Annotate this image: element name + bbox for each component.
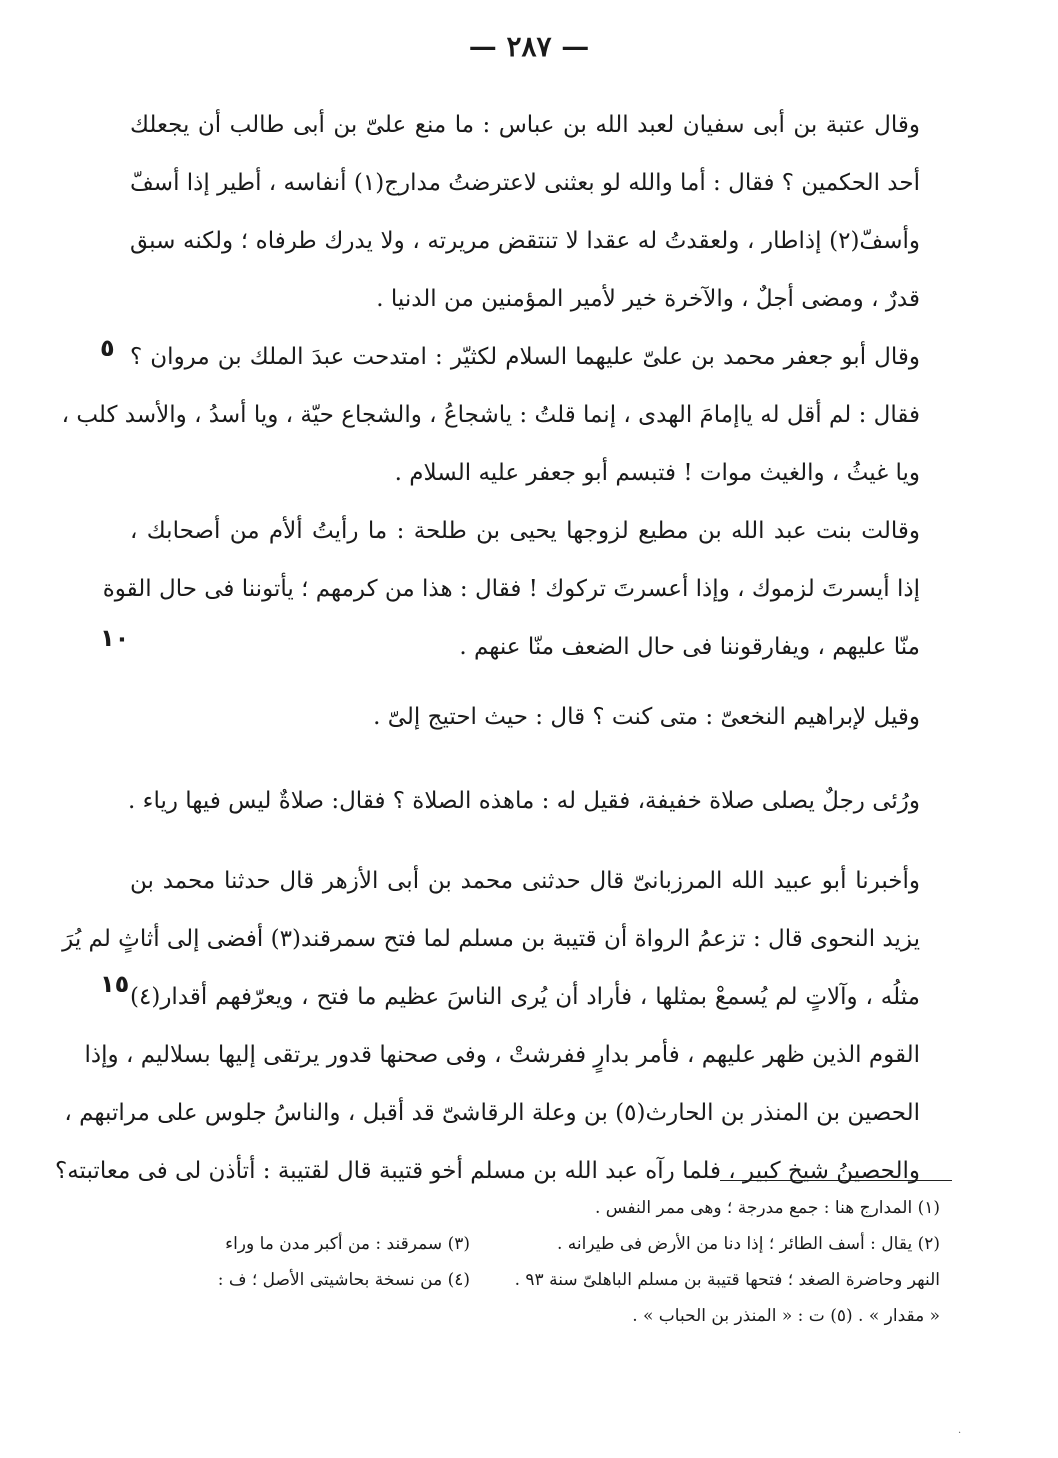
text-line: وقال أبو جعفر محمد بن علىّ عليهما السلام لكثيّر : امتدحت عبدَ الملك بن مروان ؟ bbox=[130, 344, 920, 370]
footnote-text: (١) المدارج هنا : جمع مدرجة ؛ وهى ممر النفس . bbox=[594, 1198, 940, 1218]
text-line: ورُئى رجلٌ يصلى صلاة خفيفة، فقيل له : ماهذه الصلاة ؟ فقال: صلاةٌ ليس فيها رياء . bbox=[128, 788, 920, 814]
text-line: وأخبرنا أبو عبيد الله المرزبانىّ قال حدثنى محمد بن أبى الأزهر قال حدثنا محمد بن bbox=[130, 868, 920, 894]
text-line: القوم الذين ظهر عليهم ، فأمر بدارٍ ففرشتْ ، وفى صحنها قدور يرتقى إليها بسلاليم ، وإذا bbox=[84, 1042, 920, 1068]
paragraph bbox=[130, 96, 920, 328]
text-line: إذا أيسرتَ لزموك ، وإذا أعسرتَ تركوك ! فقال : هذا من كرمهم ؛ يأتوننا فى حال القوة bbox=[102, 576, 920, 602]
text-line: فقال : لم أقل له ياإمامَ الهدى ، إنما قلتُ : ياشجاعُ ، والشجاع حيّة ، ويا أسدُ ، والأسد كلب ، bbox=[61, 402, 920, 428]
footnote-text: (٢) يقال : أسف الطائر ؛ إذا دنا من الأرض فى طيرانه . bbox=[557, 1234, 940, 1254]
margin-line-number: ٥ bbox=[100, 334, 115, 362]
margin-line-number: ١٥ bbox=[100, 970, 130, 998]
page-number: — ٢٨٧ — bbox=[468, 30, 590, 63]
footnote-line bbox=[140, 1262, 940, 1298]
text-line: وأسفّ(٢) إذاطار ، ولعقدتُ له عقدا لا تنتقض مريرته ، ولا يدرك طرفاه ؛ ولكنه سبق bbox=[130, 228, 920, 254]
text-line: قدرٌ ، ومضى أجلٌ ، والآخرة خير لأمير المؤمنين من الدنيا . bbox=[376, 286, 920, 312]
text-line: وقال عتبة بن أبى سفيان لعبد الله بن عباس : ما منع علىّ بن أبى طالب أن يجعلك bbox=[130, 112, 920, 138]
text-line: يزيد النحوى قال : تزعمُ الرواة أن قتيبة بن مسلم لما فتح سمرقند(٣) أفضى إلى أثاثٍ لم يُرَ bbox=[62, 926, 920, 952]
text-line: وقالت بنت عبد الله بن مطيع لزوجها يحيى بن طلحة : ما رأيتُ ألأم من أصحابك ، bbox=[130, 518, 920, 544]
footnote-separator bbox=[720, 1180, 952, 1181]
footnote-text: (٣) سمرقند : من أكبر مدن ما وراء bbox=[225, 1234, 470, 1254]
footnote-line bbox=[140, 1226, 940, 1262]
text-line: الحصين بن المنذر بن الحارث(٥) بن وعلة الرقاشىّ قد أقبل ، والناسُ جلوس على مراتبهم ، bbox=[64, 1100, 920, 1126]
text-line: مثلُه ، وآلاتٍ لم يُسمعْ بمثلها ، فأراد أن يُرى الناسَ عظيم ما فتح ، ويعرّفهم أقدار(٤) bbox=[130, 984, 920, 1010]
footnote-text bbox=[140, 1298, 470, 1334]
text-line: منّا عليهم ، ويفارقوننا فى حال الضعف منّا عنهم . bbox=[459, 634, 920, 660]
text-line: ويا غيثُ ، والغيث موات ! فتبسم أبو جعفر عليه السلام . bbox=[394, 460, 920, 486]
footnote-line bbox=[140, 1190, 940, 1226]
paragraph bbox=[130, 688, 920, 746]
text-line: وقيل لإبراهيم النخعىّ : متى كنت ؟ قال : حيث احتيج إلىّ . bbox=[373, 704, 920, 730]
footnotes bbox=[140, 1190, 940, 1334]
footnote-text: النهر وحاضرة الصغد ؛ فتحها قتيبة بن مسلم الباهلىّ سنة ٩٣ . bbox=[514, 1270, 940, 1290]
footnote-line bbox=[140, 1298, 940, 1334]
footnote-text bbox=[140, 1190, 470, 1226]
scan-mark: · bbox=[958, 1428, 962, 1439]
paragraph bbox=[61, 328, 920, 502]
text-line: أحد الحكمين ؟ فقال : أما والله لو بعثنى لاعترضتُ مدارج(١) أنفاسه ، أطير إذا أسفّ bbox=[130, 170, 920, 196]
footnote-text: (٤) من نسخة بحاشيتى الأصل ؛ ف : bbox=[217, 1270, 470, 1290]
footnote-text: « مقدار » . (٥) ت : « المنذر بن الحباب » . bbox=[632, 1306, 940, 1326]
margin-line-number: ١٠ bbox=[100, 624, 130, 652]
paragraph bbox=[130, 772, 920, 830]
text-line: والحصينُ شيخ كبير ، فلما رآه عبد الله بن مسلم أخو قتيبة قال لقتيبة : أتأذن لى فى معاتبته؟ bbox=[55, 1158, 920, 1184]
